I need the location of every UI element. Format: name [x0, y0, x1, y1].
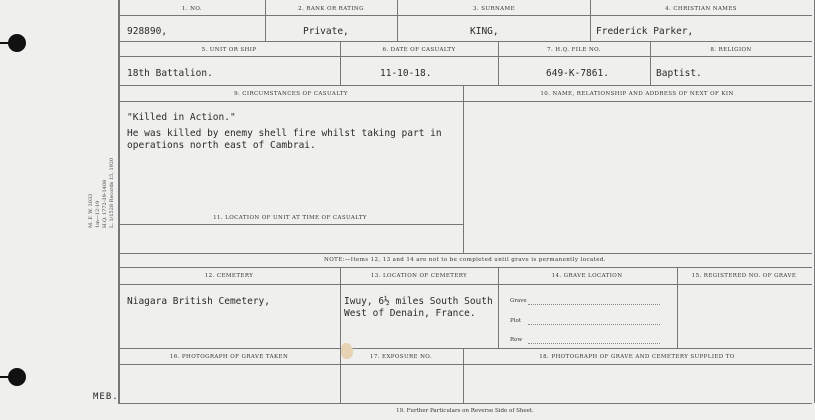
circumstances-text: [127, 112, 442, 152]
religion-value: Baptist.: [656, 68, 702, 79]
label-photo-supplied: 18. PHOTOGRAPH OF GRAVE AND CEMETERY SUPPLIED TO: [539, 354, 735, 360]
location-line-2: West of Denain, France.: [344, 308, 476, 319]
label-photo-taken: 16. PHOTOGRAPH OF GRAVE TAKEN: [169, 354, 289, 360]
circumstances-line-2: He was killed by enemy shell fire whilst taking part in: [127, 128, 442, 139]
christian-names-value: Frederick Parker,: [596, 26, 694, 37]
circumstances-line-3: operations north east of Cambrai.: [127, 140, 316, 151]
date-of-casualty-value: 11-10-18.: [380, 68, 432, 79]
label-location-of-cemetery: 13. LOCATION OF CEMETERY: [370, 273, 468, 279]
note-text: NOTE:—Items 12, 13 and 14 are not to be completed until grave is permanently located.: [324, 257, 606, 263]
label-location-of-unit: 11. LOCATION OF UNIT AT TIME OF CASUALTY: [213, 215, 367, 221]
label-surname: 3. SURNAME: [473, 6, 515, 12]
circumstances-line-1: "Killed in Action.": [127, 112, 236, 123]
card-frame: [118, 0, 815, 403]
label-circumstances: 9. CIRCUMSTANCES OF CASUALTY: [234, 91, 348, 97]
label-cemetery: 12. CEMETERY: [204, 273, 254, 279]
label-grave-location: 14. GRAVE LOCATION: [551, 273, 623, 279]
label-rank: 2. RANK OR RATING: [298, 6, 364, 12]
label-number: 1. NO.: [181, 6, 203, 12]
unit-value: 18th Battalion.: [127, 68, 213, 79]
cemetery-value: Niagara British Cemetery,: [127, 296, 270, 307]
label-further-particulars: 19. Further Particulars on Reverse Side of Sheet.: [396, 408, 534, 414]
service-number: 928890,: [127, 26, 168, 37]
rank-value: Private,: [303, 26, 349, 37]
punch-hole-bottom-tab: [0, 376, 12, 378]
surname-value: KING,: [470, 26, 499, 37]
label-next-of-kin: 10. NAME, RELATIONSHIP AND ADDRESS OF NEXT OF KIN: [540, 91, 734, 97]
hq-file-no-value: 649-K-7861.: [546, 68, 609, 79]
location-of-cemetery-value: [344, 296, 493, 320]
label-registered-no: 15. REGISTERED NO. OF GRAVE: [691, 273, 797, 279]
grave-sub-label: Grave: [510, 298, 527, 304]
label-religion: 8. RELIGION: [710, 47, 752, 53]
label-date-of-casualty: 6. DATE OF CASUALTY: [382, 47, 456, 53]
label-exposure-no: 17. EXPOSURE NO.: [369, 354, 433, 360]
punch-hole-top-tab: [0, 42, 12, 44]
grave-line: [528, 304, 660, 305]
label-unit: 5. UNIT OR SHIP: [201, 47, 257, 53]
casualty-card: M. F. W. 2033 1m—12-19 H.Q. 1772-39-1408 L. 1/1528 Records 15, 1920 1. NO. 2. RANK OR RATING 3. SURNAME 4. CHRISTIAN NAMES 928890, Private, KING, Frederick Parker, 5. UNIT OR SHIP 6. DATE OF CASUALTY 7. H.Q. FILE NO. 8. RELIGION 18th Battalion. 11-10-18. 649-K-7861. Baptist. 9. CIRCUMSTANCES OF CASUALTY 10. NAME, RELATIONSHIP AND ADDRESS OF NEXT OF KIN "Killed in Action." He was killed by enemy shell fire whilst taking part in operations north east of Cambrai. 11. LOCATION OF UNIT AT TIME OF CASUALTY NOTE:—Items 12, 13 and 14 are not to be completed until grave is permanently located. 12. CEMETERY 13. LOCATION OF CEMETERY 14. GRAVE LOCATION 15. REGISTERED NO. OF GRAVE Niagara British Cemetery, Iwuy, 6½ miles South South West of Denain, France. Grave Plot Row 16. PHOTOGRAPH OF GRAVE TAKEN 17. EXPOSURE NO. 18. PHOTOGRAPH OF GRAVE AND CEMETERY SUPPLIED TO MEB. 19. Further Particulars on Reverse Side of Sheet.: [0, 0, 815, 420]
paper-stain: [341, 343, 353, 359]
row-sub-label: Row: [510, 337, 523, 343]
filing-code: MEB.: [93, 392, 119, 402]
label-christian-names: 4. CHRISTIAN NAMES: [665, 6, 737, 12]
plot-sub-label: Plot: [510, 318, 521, 324]
row-line: [528, 343, 660, 344]
location-line-1: Iwuy, 6½ miles South South: [344, 296, 493, 307]
plot-line: [528, 324, 660, 325]
label-hq-file-no: 7. H.Q. FILE NO.: [547, 47, 601, 53]
